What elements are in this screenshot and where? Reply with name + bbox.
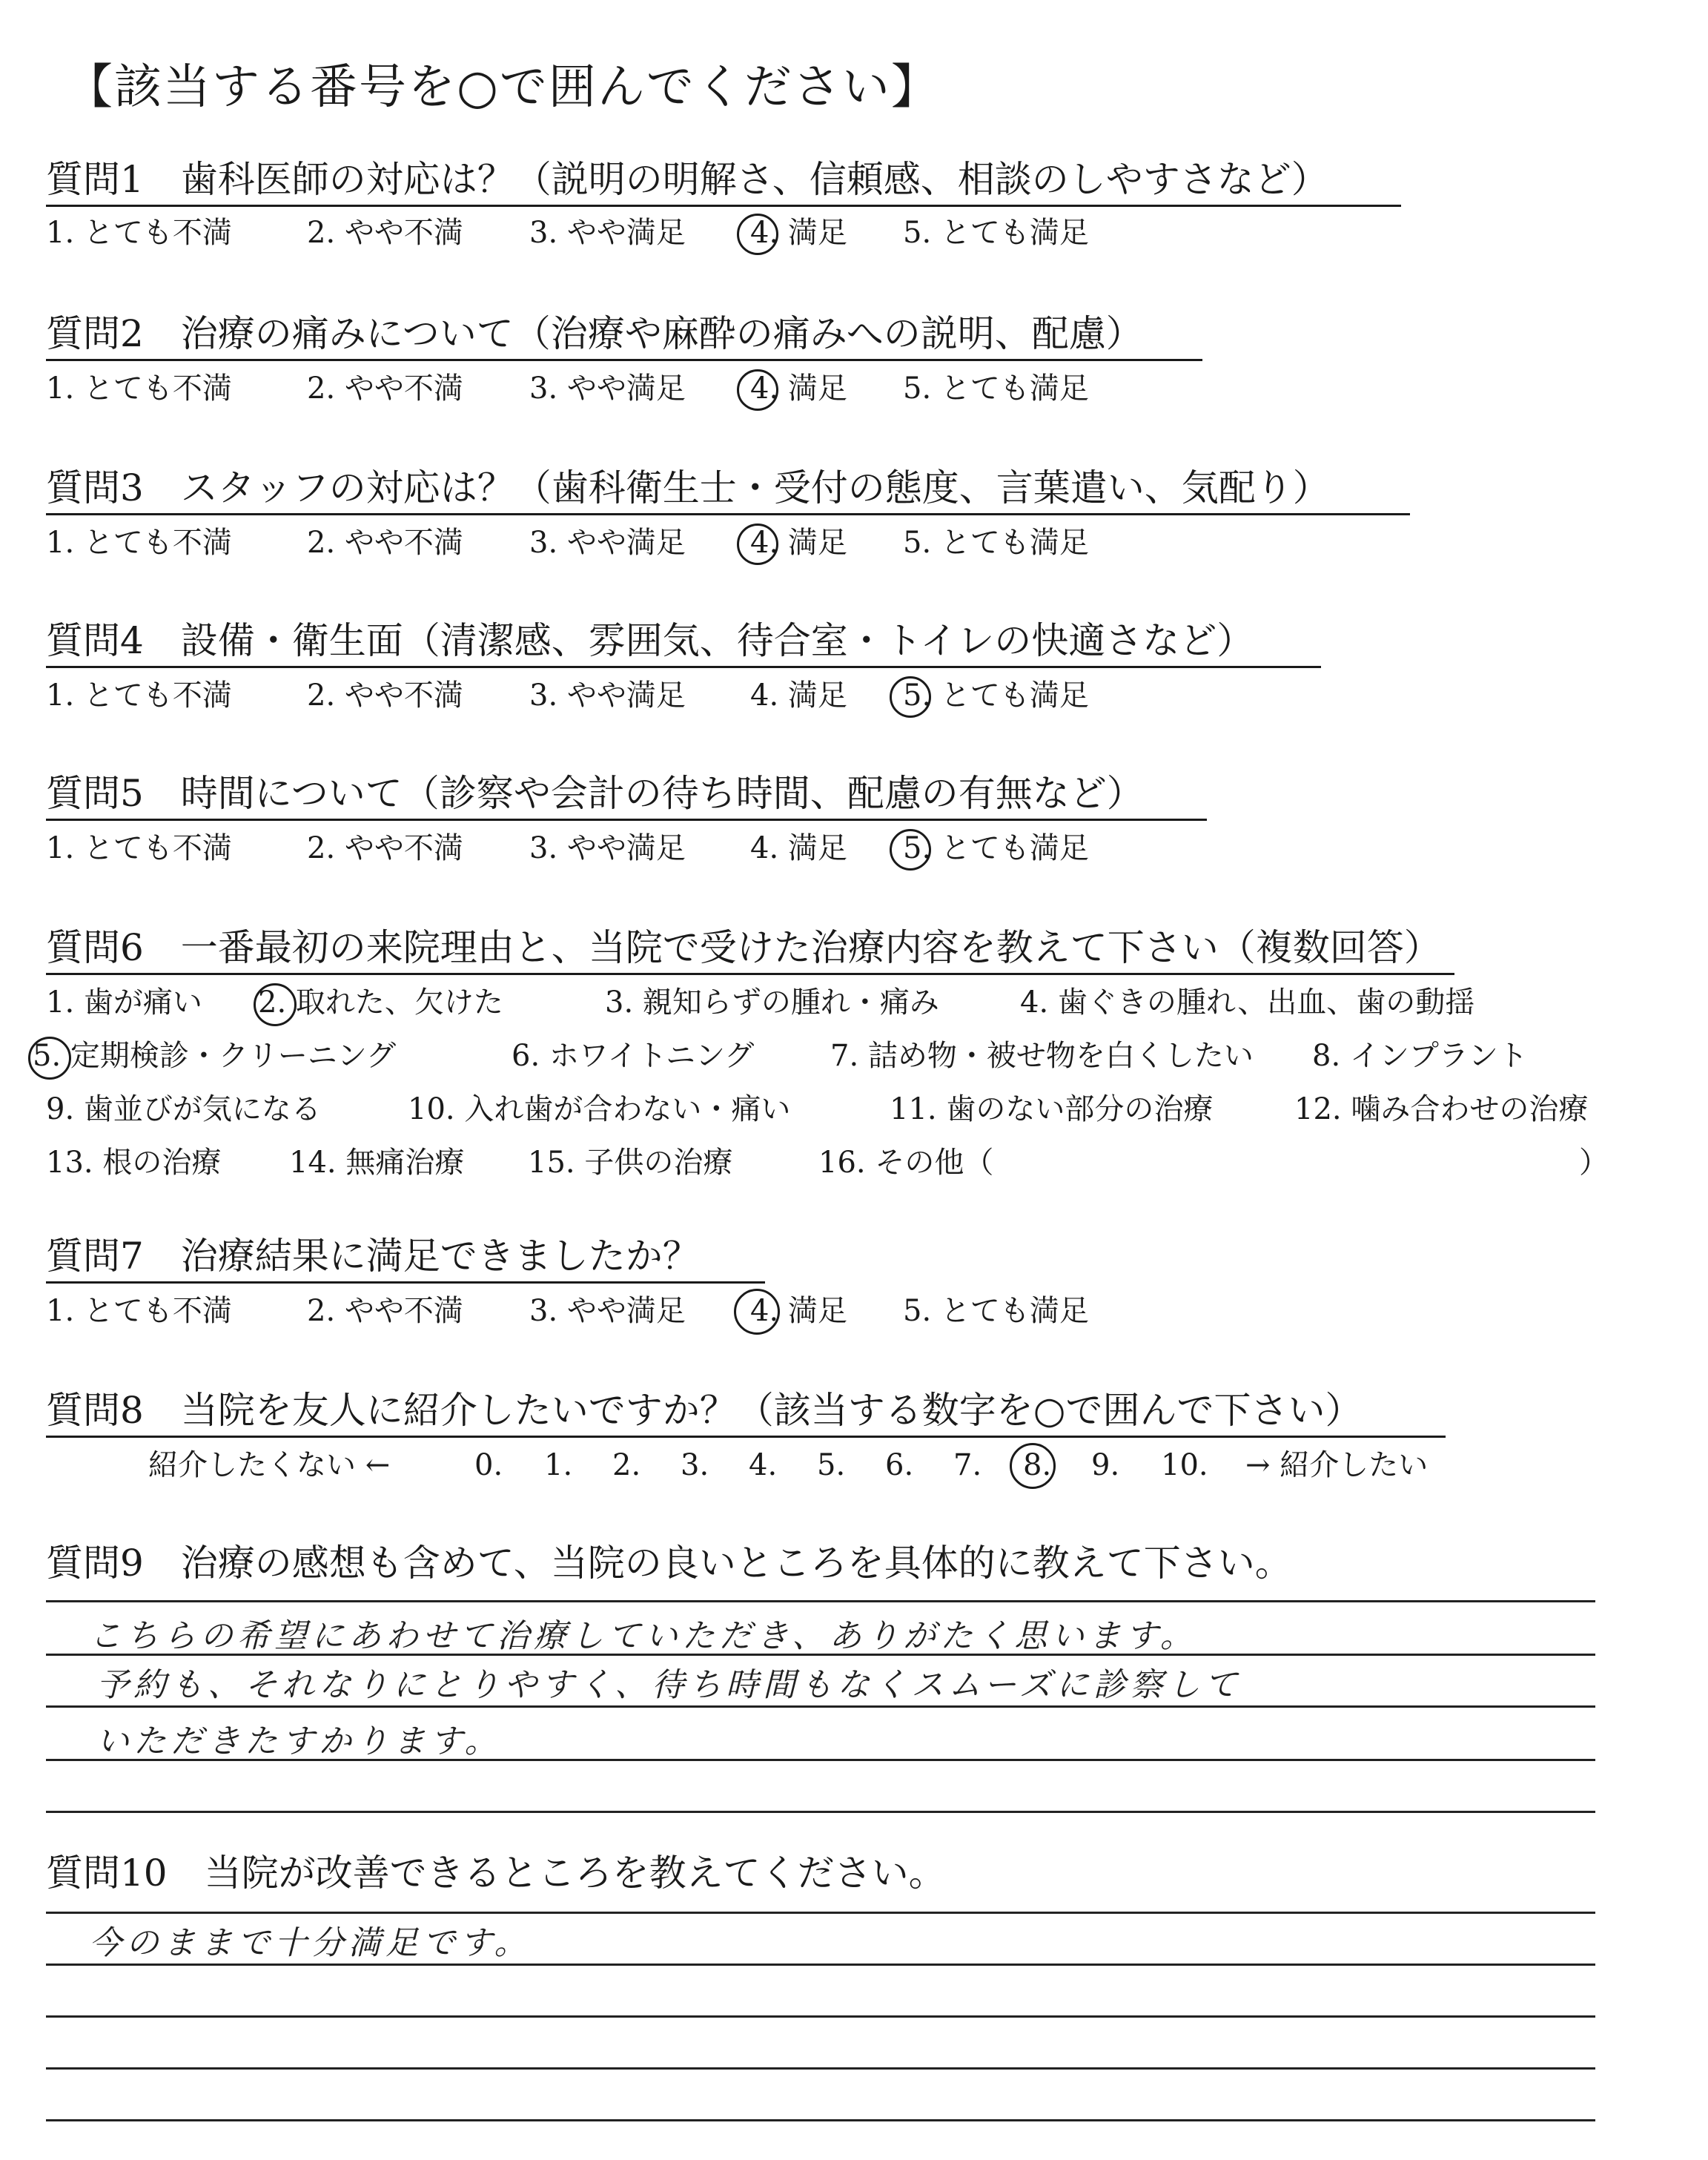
question-6-option-2[interactable]: 2. 取れた、欠けた [258,985,503,1020]
question-1-title: 質問1 歯科医師の対応は？（説明の明解さ、信頼感、相談のしやすさなど） [46,158,1328,201]
question-3-selection-circle [737,524,778,565]
question-8-scale-4[interactable]: 4. [749,1448,778,1482]
question-6-selection-circle-5 [28,1037,71,1080]
question-1-underline [46,205,1401,207]
question-6-option-5[interactable]: 5. 定期検診・クリーニング [33,1039,397,1073]
question-8-scale-6[interactable]: 6. [885,1448,914,1482]
question-5-underline [46,819,1207,821]
question-9-answer-line-3: いただきたすかります。 [96,1723,502,1760]
question-3-option-2[interactable]: 2. やや不満 [307,526,463,560]
question-9-answer-line-1: こちらの希望にあわせて治療していただき、ありがたく思います。 [89,1617,1197,1655]
question-6-selection-circle-2 [254,983,297,1026]
question-4-option-1[interactable]: 1. とても不満 [46,678,232,713]
question-4-option-5[interactable]: 5. とても満足 [903,678,1089,713]
question-9-answer-line-2: 予約も、それなりにとりやすく、待ち時間もなくスムーズに診察して [96,1666,1242,1704]
question-1-option-3[interactable]: 3. やや満足 [529,216,686,250]
question-10-answer-rule-4 [46,2067,1595,2070]
question-7-option-1[interactable]: 1. とても不満 [46,1294,232,1328]
question-1-option-4[interactable]: 4. 満足 [750,216,847,250]
question-10-answer-rule-5 [46,2119,1595,2121]
question-8-selection-circle [1010,1443,1056,1489]
question-8-scale-7[interactable]: 7. [953,1448,982,1482]
question-5-option-4[interactable]: 4. 満足 [750,831,847,865]
question-6-option-4[interactable]: 4. 歯ぐきの腫れ、出血、歯の動揺 [1020,985,1475,1020]
question-2-option-5[interactable]: 5. とても満足 [903,371,1089,406]
question-2-selection-circle [737,369,778,411]
question-7-underline [46,1281,765,1284]
question-4-title: 質問4 設備・衛生面（清潔感、雰囲気、待合室・トイレの快適さなど） [46,619,1254,662]
question-5-option-1[interactable]: 1. とても不満 [46,831,232,865]
question-2-underline [46,359,1202,361]
question-6-option-7[interactable]: 7. 詰め物・被せ物を白くしたい [830,1039,1254,1073]
question-5-option-3[interactable]: 3. やや満足 [529,831,686,865]
question-9-answer-rule-5 [46,1811,1595,1813]
question-10-answer-line-1: 今のままで十分満足です。 [89,1924,532,1962]
form-title: 【該当する番号を○で囲んでください】 [65,60,940,115]
question-10-title: 質問10 当院が改善できるところを教えてください。 [46,1852,946,1895]
question-8-scale-3[interactable]: 3. [681,1448,709,1482]
question-2-option-4[interactable]: 4. 満足 [750,371,847,406]
question-6-option-15[interactable]: 15. 子供の治療 [528,1146,733,1180]
question-8-scale-2[interactable]: 2. [612,1448,641,1482]
question-2-title: 質問2 治療の痛みについて（治療や麻酔の痛みへの説明、配慮） [46,312,1143,355]
question-1-option-1[interactable]: 1. とても不満 [46,216,232,250]
question-6-option-6[interactable]: 6. ホワイトニング [512,1039,755,1073]
question-7-selection-circle [734,1289,780,1335]
question-3-option-3[interactable]: 3. やや満足 [529,526,686,560]
question-9-answer-rule-1 [46,1600,1595,1602]
question-2-option-2[interactable]: 2. やや不満 [307,371,463,406]
question-1-selection-circle [737,214,778,255]
question-8-scale-1[interactable]: 1. [544,1448,573,1482]
question-6-other-close-paren: ） [1579,1146,1609,1180]
question-2-option-3[interactable]: 3. やや満足 [529,371,686,406]
question-7-option-4[interactable]: 4. 満足 [750,1294,847,1328]
question-6-title: 質問6 一番最初の来院理由と、当院で受けた治療内容を教えて下さい（複数回答） [46,926,1441,969]
question-6-underline [46,973,1454,975]
question-8-scale-9[interactable]: 9. [1091,1448,1120,1482]
question-6-option-9[interactable]: 9. 歯並びが気になる [46,1092,321,1126]
question-1-option-5[interactable]: 5. とても満足 [903,216,1089,250]
question-4-selection-circle [890,676,931,718]
question-4-underline [46,666,1321,668]
question-8-right-label: → 紹介したい [1245,1448,1429,1482]
question-3-option-1[interactable]: 1. とても不満 [46,526,232,560]
question-8-scale-10[interactable]: 10. [1161,1448,1208,1482]
question-6-option-11[interactable]: 11. 歯のない部分の治療 [890,1092,1214,1126]
question-9-title: 質問9 治療の感想も含めて、当院の良いところを具体的に教えて下さい。 [46,1542,1292,1585]
question-6-option-10[interactable]: 10. 入れ歯が合わない・痛い [408,1092,791,1126]
question-4-option-4[interactable]: 4. 満足 [750,678,847,713]
question-7-option-3[interactable]: 3. やや満足 [529,1294,686,1328]
question-1-option-2[interactable]: 2. やや不満 [307,216,463,250]
question-10-answer-rule-3 [46,2015,1595,2018]
question-3-option-4[interactable]: 4. 満足 [750,526,847,560]
question-2-option-1[interactable]: 1. とても不満 [46,371,232,406]
question-3-option-5[interactable]: 5. とても満足 [903,526,1089,560]
question-9-answer-rule-4 [46,1759,1595,1761]
question-7-title: 質問7 治療結果に満足できましたか？ [46,1235,700,1278]
question-8-left-label: 紹介したくない ← [148,1448,391,1482]
question-10-answer-rule-1 [46,1912,1595,1914]
question-9-answer-rule-3 [46,1705,1595,1708]
question-6-option-16[interactable]: 16. その他（ [818,1146,994,1180]
question-9-answer-rule-2 [46,1654,1595,1656]
question-6-option-1[interactable]: 1. 歯が痛い [46,985,202,1020]
question-5-option-5[interactable]: 5. とても満足 [903,831,1089,865]
question-8-scale-0[interactable]: 0. [474,1448,503,1482]
question-4-option-2[interactable]: 2. やや不満 [307,678,463,713]
question-8-scale-8[interactable]: 8. [1023,1448,1052,1482]
question-6-option-14[interactable]: 14. 無痛治療 [289,1146,465,1180]
question-3-underline [46,513,1410,515]
question-6-option-12[interactable]: 12. 噛み合わせの治療 [1294,1092,1589,1126]
question-6-option-3[interactable]: 3. 親知らずの腫れ・痛み [605,985,939,1020]
question-10-answer-rule-2 [46,1964,1595,1966]
question-6-option-8[interactable]: 8. インプラント [1312,1039,1528,1073]
question-6-option-13[interactable]: 13. 根の治療 [46,1146,222,1180]
question-8-underline [46,1436,1446,1438]
question-7-option-5[interactable]: 5. とても満足 [903,1294,1089,1328]
question-8-title: 質問8 当院を友人に紹介したいですか？（該当する数字を○で囲んで下さい） [46,1389,1363,1432]
question-5-title: 質問5 時間について（診察や会計の待ち時間、配慮の有無など） [46,772,1144,815]
question-8-scale-5[interactable]: 5. [817,1448,846,1482]
question-7-option-2[interactable]: 2. やや不満 [307,1294,463,1328]
question-3-title: 質問3 スタッフの対応は？（歯科衛生士・受付の態度、言葉遣い、気配り） [46,466,1330,509]
question-5-option-2[interactable]: 2. やや不満 [307,831,463,865]
question-5-selection-circle [890,829,931,871]
question-4-option-3[interactable]: 3. やや満足 [529,678,686,713]
